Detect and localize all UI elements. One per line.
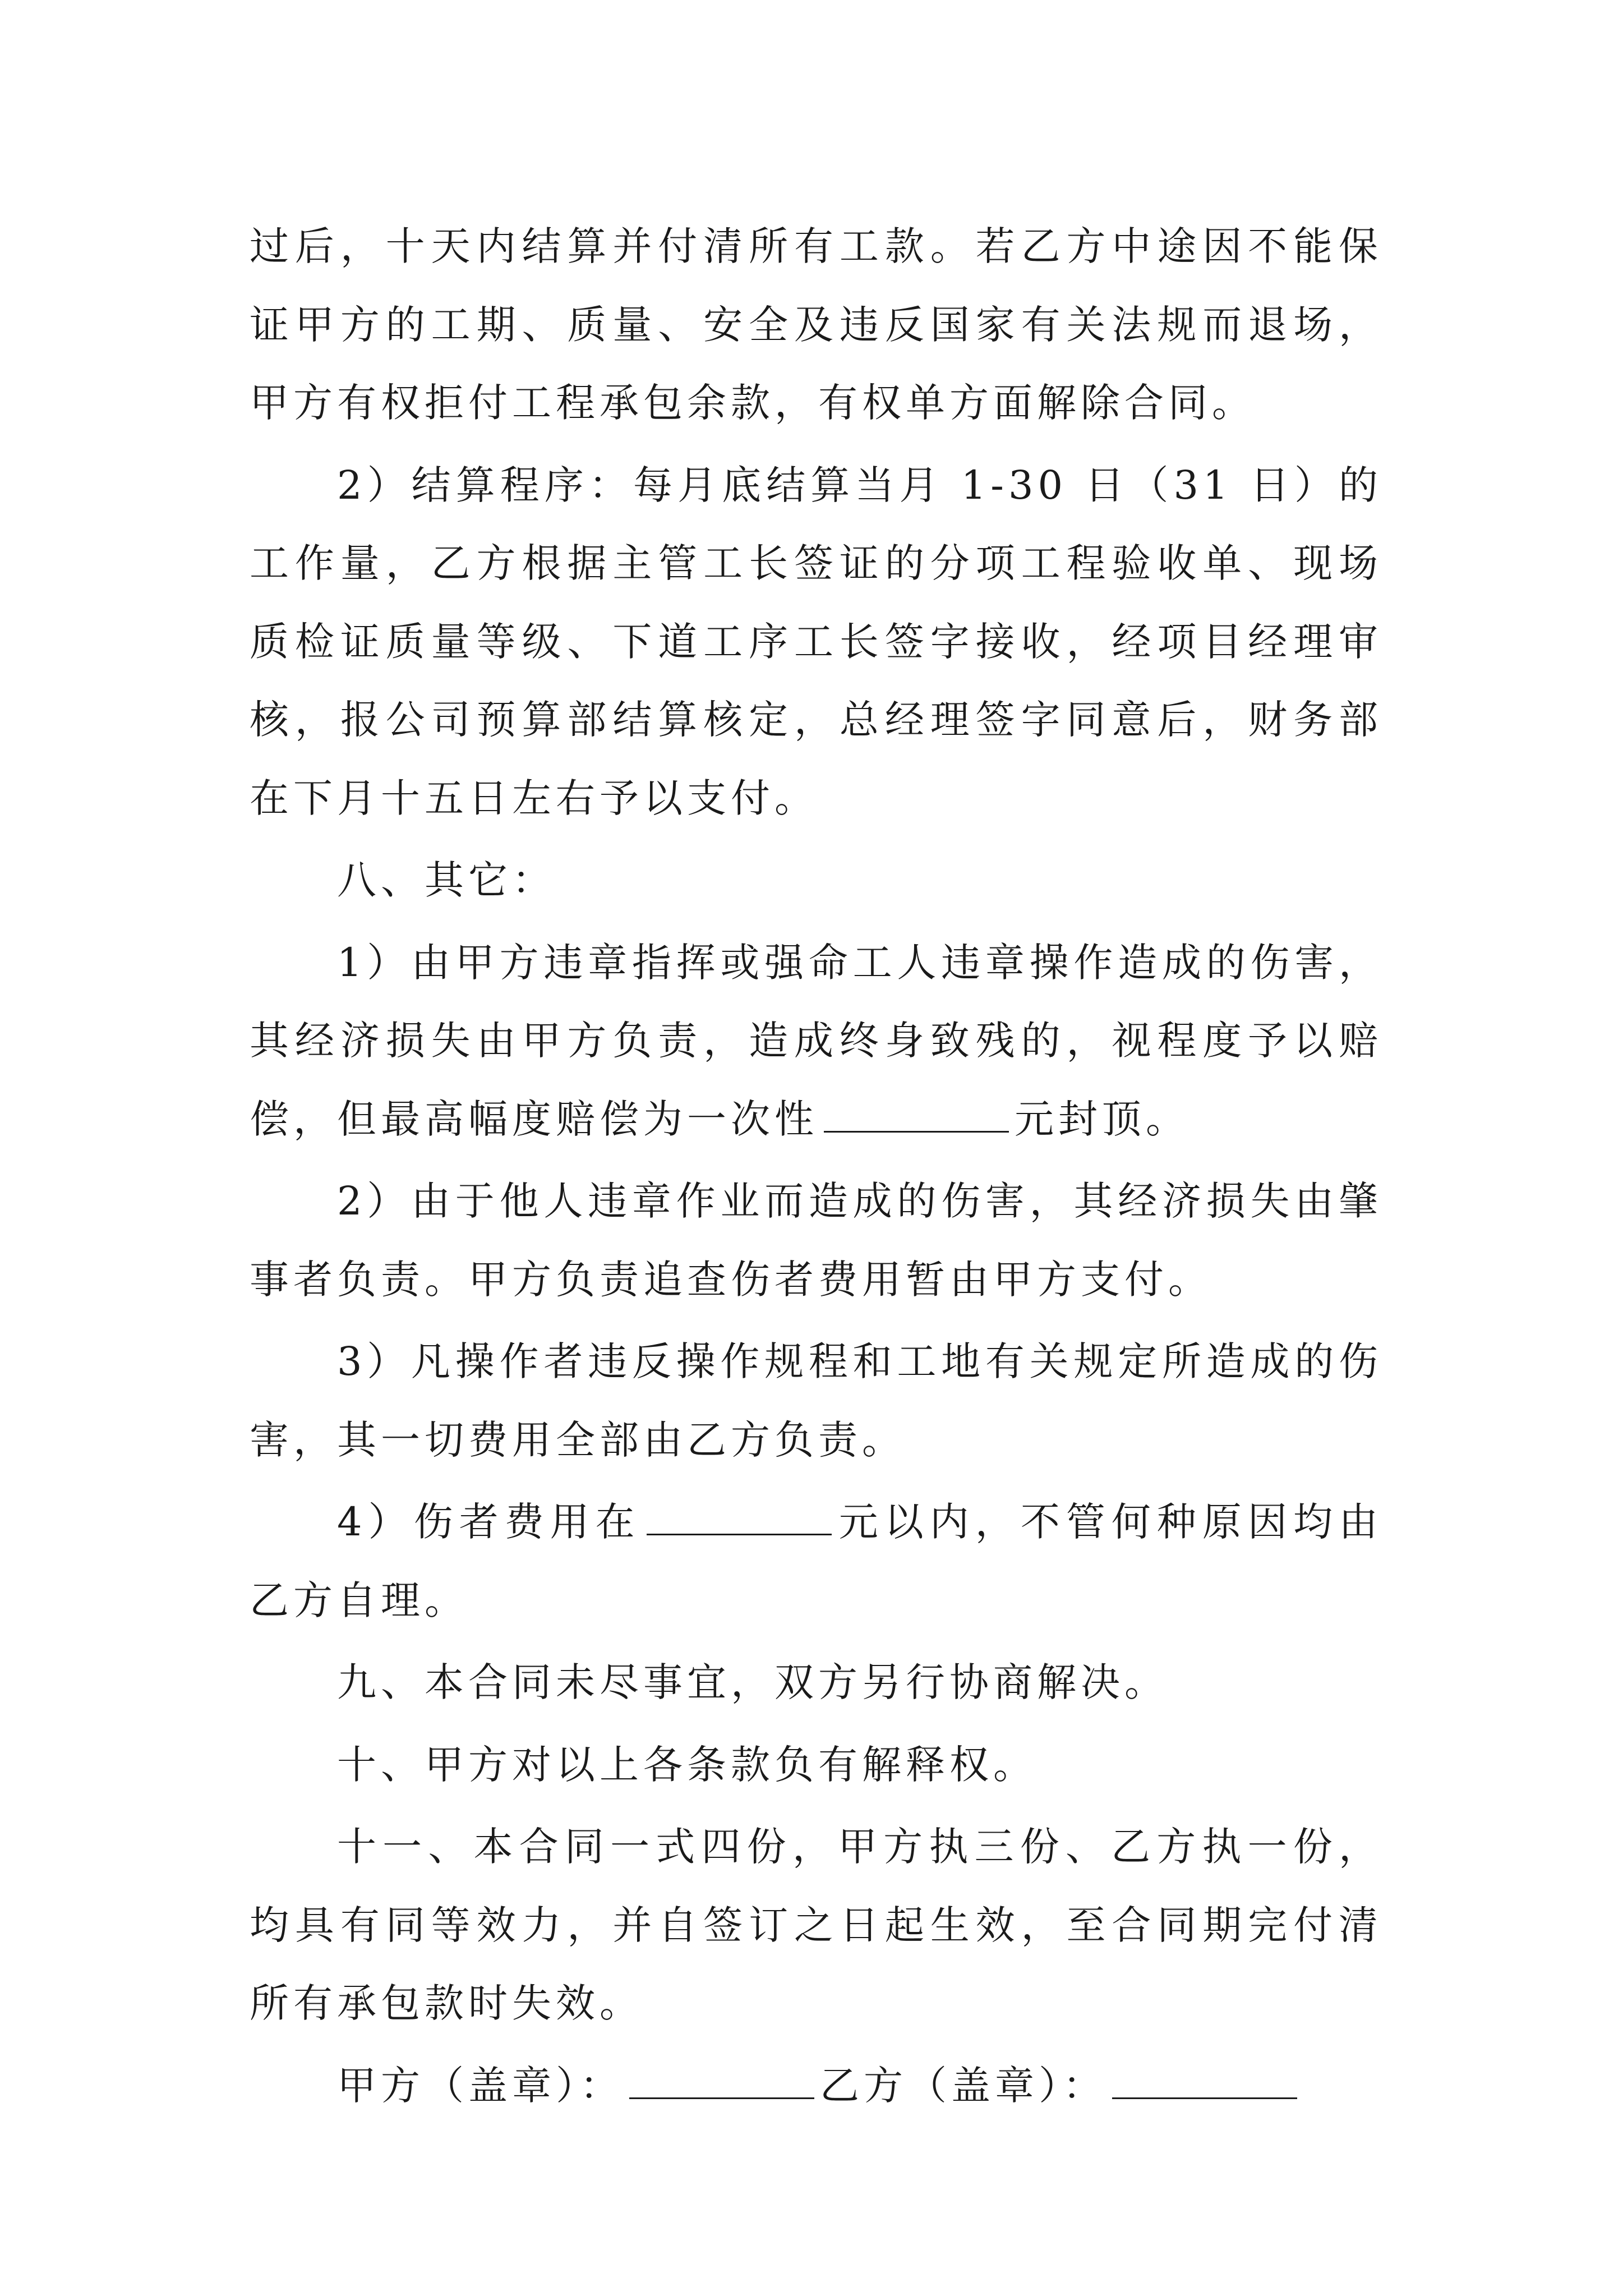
clause-4-text: 4）伤者费用在 [337, 1499, 641, 1545]
paragraph-settlement-continued: 过后，十天内结算并付清所有工款。若乙方中途因不能保证甲方的工期、质量、安全及违反国家有关法规而退场，甲方有权拒付工程承包余款，有权单方面解除合同。 [250, 223, 1382, 426]
compensation-cap-blank [824, 1097, 1009, 1133]
section-heading-other: 八、其它： [337, 857, 556, 903]
party-a-seal-blank [629, 2064, 814, 2099]
party-b-seal-label: 乙方（盖章）： [820, 2062, 1106, 2109]
paragraph-section-10: 十、甲方对以上各条款负有解释权。 [337, 1741, 1037, 1788]
party-a-seal-label: 甲方（盖章）： [337, 2062, 624, 2109]
injury-cost-blank [647, 1500, 832, 1535]
clause-1-text-end: 元封顶。 [1015, 1096, 1189, 1142]
paragraph-clause-3: 3）凡操作者违反操作规程和工地有关规定所造成的伤害，其一切费用全部由乙方负责。 [250, 1338, 1382, 1463]
paragraph-section-9: 九、本合同未尽事宜，双方另行协商解决。 [337, 1659, 1168, 1705]
clause-1-text: 1）由甲方违章指挥或强命工人违章操作造成的伤害，其经济损失由甲方负责，造成终身致残的，视程度予以赔偿，但最高幅度赔偿为一次性 [250, 939, 1382, 1142]
paragraph-clause-1 [250, 924, 1382, 1159]
document-body [250, 208, 1382, 2129]
signature-row [250, 2047, 1382, 2125]
paragraph-settlement-procedure: 2）结算程序：每月底结算当月 1-30 日（31 日）的工作量，乙方根据主管工长签证的分项工程验收单、现场质检证质量等级、下道工序工长签字接收，经项目经理审核，报公司预算部结算核定，总经理签字同意后，财务部在下月十五日左右予以支付。 [250, 462, 1382, 821]
clause-4-text-end: 元以内，不管何种原因均由乙方自理。 [250, 1499, 1382, 1623]
paragraph-section-11: 十一、本合同一式四份，甲方执三份、乙方执一份，均具有同等效力，并自签订之日起生效，至合同期完付清所有承包款时失效。 [250, 1824, 1382, 2026]
party-b-seal-blank [1112, 2064, 1297, 2099]
paragraph-clause-2: 2）由于他人违章作业而造成的伤害，其经济损失由肇事者负责。甲方负责追查伤者费用暂由甲方支付。 [250, 1178, 1382, 1303]
paragraph-clause-4 [250, 1483, 1382, 1640]
